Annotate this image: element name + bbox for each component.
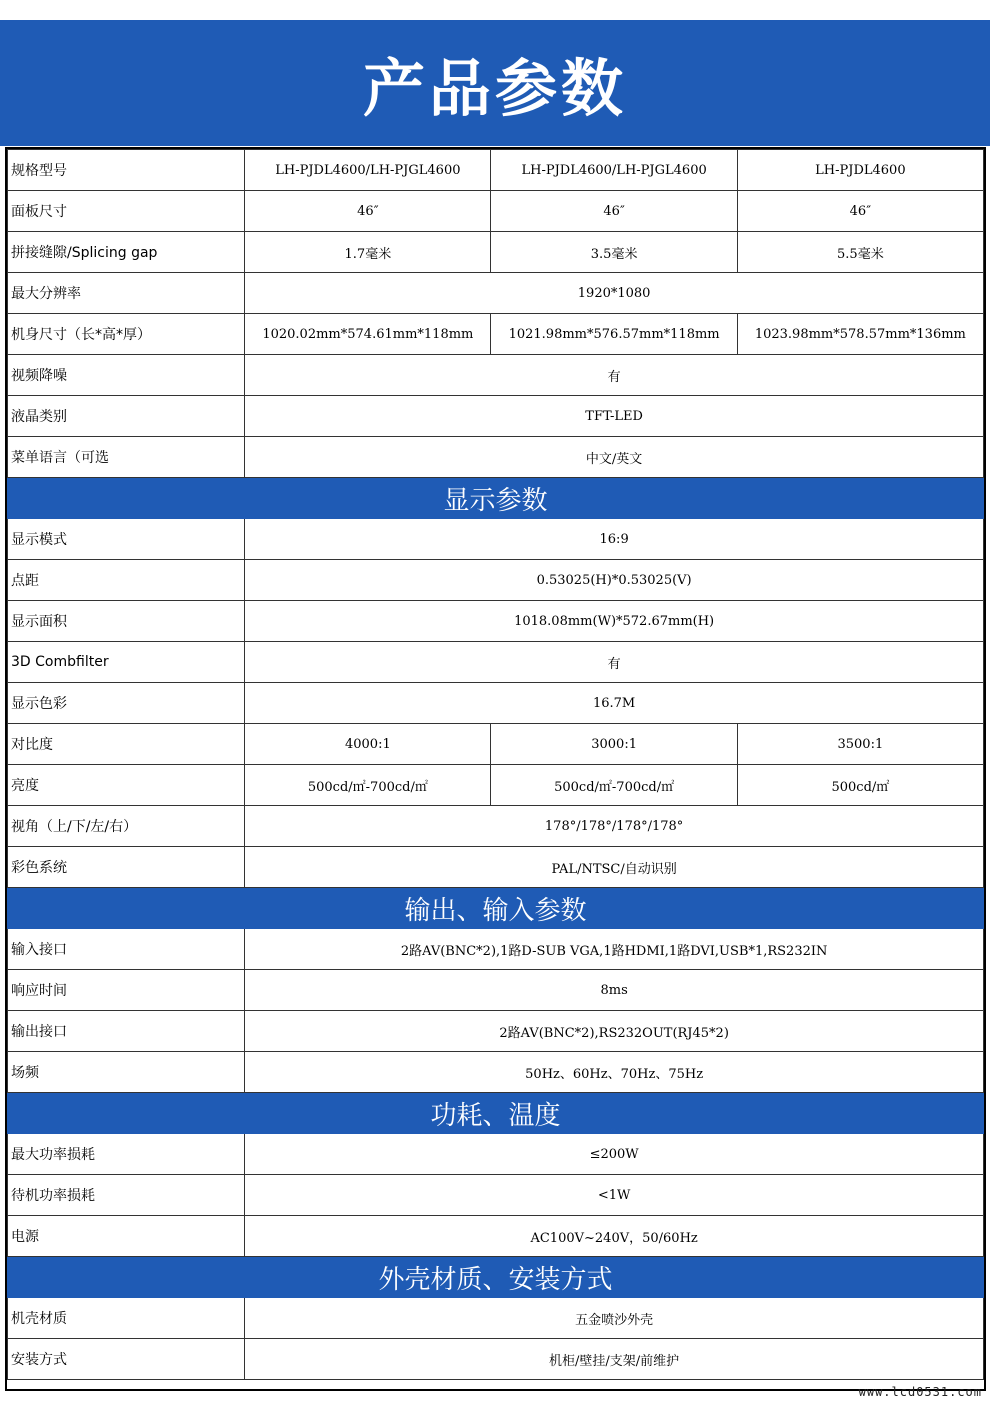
spec-label: 最大功率损耗	[8, 1134, 245, 1175]
section-title: 输出、输入参数	[8, 888, 984, 929]
spec-label: 显示模式	[8, 519, 245, 560]
spec-value: TFT-LED	[245, 396, 984, 437]
spec-value: 1023.98mm*578.57mm*136mm	[737, 314, 983, 355]
spec-value: 1020.02mm*574.61mm*118mm	[245, 314, 491, 355]
spec-value: LH-PJDL4600/LH-PJGL4600	[491, 150, 737, 191]
spec-label: 场频	[8, 1052, 245, 1093]
spec-row	[8, 601, 984, 642]
spec-label: 液晶类别	[8, 396, 245, 437]
spec-value: 46″	[245, 191, 491, 232]
spec-value: 16.7M	[245, 683, 984, 724]
spec-row	[8, 191, 984, 232]
header-banner	[0, 20, 990, 146]
section-header-power	[8, 1093, 984, 1134]
spec-label: 规格型号	[8, 150, 245, 191]
spec-value: 1021.98mm*576.57mm*118mm	[491, 314, 737, 355]
spec-row	[8, 232, 984, 273]
spec-label: 亮度	[8, 765, 245, 806]
spec-value: 3.5毫米	[491, 232, 737, 273]
spec-row	[8, 1175, 984, 1216]
spec-row	[8, 396, 984, 437]
spec-value: 机柜/壁挂/支架/前维护	[245, 1339, 984, 1380]
section-title: 显示参数	[8, 478, 984, 519]
spec-label: 视角（上/下/左/右）	[8, 806, 245, 847]
spec-value: PAL/NTSC/自动识别	[245, 847, 984, 888]
spec-row	[8, 724, 984, 765]
spec-value: 五金喷沙外壳	[245, 1298, 984, 1339]
page-title: 产品参数	[362, 51, 627, 125]
spec-value: 1018.08mm(W)*572.67mm(H)	[245, 601, 984, 642]
spec-label: 拼接缝隙/Splicing gap	[8, 232, 245, 273]
spec-label: 视频降噪	[8, 355, 245, 396]
spec-row	[8, 273, 984, 314]
spec-value: 8ms	[245, 970, 984, 1011]
spec-value: ≤200W	[245, 1134, 984, 1175]
spec-label: 点距	[8, 560, 245, 601]
section-title: 功耗、温度	[8, 1093, 984, 1134]
spec-value: 16:9	[245, 519, 984, 560]
spec-row	[8, 1011, 984, 1052]
spec-value: 有	[245, 642, 984, 683]
spec-label: 机壳材质	[8, 1298, 245, 1339]
spec-label: 输出接口	[8, 1011, 245, 1052]
spec-label: 3D Combfilter	[8, 642, 245, 683]
spec-label: 电源	[8, 1216, 245, 1257]
spec-label: 响应时间	[8, 970, 245, 1011]
spec-row	[8, 765, 984, 806]
spec-value: 4000:1	[245, 724, 491, 765]
spec-label: 菜单语言（可选	[8, 437, 245, 478]
spec-value: 有	[245, 355, 984, 396]
spec-label: 机身尺寸（长*高*厚）	[8, 314, 245, 355]
spec-row	[8, 1134, 984, 1175]
spec-value: 500cd/㎡	[737, 765, 983, 806]
spec-value: 46″	[737, 191, 983, 232]
spec-row	[8, 1339, 984, 1380]
spec-value: LH-PJDL4600/LH-PJGL4600	[245, 150, 491, 191]
spec-label: 对比度	[8, 724, 245, 765]
spec-table	[5, 147, 986, 1391]
spec-row	[8, 437, 984, 478]
spec-value: 2路AV(BNC*2),1路D-SUB VGA,1路HDMI,1路DVI,USB*1,RS232IN	[245, 929, 984, 970]
spec-row	[8, 1298, 984, 1339]
spec-row	[8, 1052, 984, 1093]
spec-label: 安装方式	[8, 1339, 245, 1380]
spec-value: 2路AV(BNC*2),RS232OUT(RJ45*2)	[245, 1011, 984, 1052]
section-title: 外壳材质、安装方式	[8, 1257, 984, 1298]
spec-row	[8, 806, 984, 847]
watermark: www.lcd0531.com	[858, 1385, 982, 1399]
spec-row	[8, 314, 984, 355]
spec-label: 彩色系统	[8, 847, 245, 888]
spec-value: 500cd/㎡-700cd/㎡	[245, 765, 491, 806]
spec-label: 最大分辨率	[8, 273, 245, 314]
spec-value: 46″	[491, 191, 737, 232]
spec-value: 50Hz、60Hz、70Hz、75Hz	[245, 1052, 984, 1093]
spec-row	[8, 1216, 984, 1257]
spec-value: 500cd/㎡-700cd/㎡	[491, 765, 737, 806]
spec-label: 输入接口	[8, 929, 245, 970]
spec-value: LH-PJDL4600	[737, 150, 983, 191]
section-header-shell	[8, 1257, 984, 1298]
spec-value: 178°/178°/178°/178°	[245, 806, 984, 847]
spec-label: 面板尺寸	[8, 191, 245, 232]
spec-value: 中文/英文	[245, 437, 984, 478]
spec-value: AC100V~240V，50/60Hz	[245, 1216, 984, 1257]
section-header-io	[8, 888, 984, 929]
spec-value: 5.5毫米	[737, 232, 983, 273]
spec-row	[8, 970, 984, 1011]
spec-label: 显示面积	[8, 601, 245, 642]
spec-value: 3000:1	[491, 724, 737, 765]
spec-label: 待机功率损耗	[8, 1175, 245, 1216]
spec-value: 3500:1	[737, 724, 983, 765]
spec-value: 1.7毫米	[245, 232, 491, 273]
spec-row	[8, 642, 984, 683]
spec-value: <1W	[245, 1175, 984, 1216]
spec-row	[8, 560, 984, 601]
spec-value: 1920*1080	[245, 273, 984, 314]
spec-row	[8, 519, 984, 560]
spec-row	[8, 929, 984, 970]
spec-value: 0.53025(H)*0.53025(V)	[245, 560, 984, 601]
spec-label: 显示色彩	[8, 683, 245, 724]
spec-row	[8, 150, 984, 191]
spec-row	[8, 847, 984, 888]
section-header-display	[8, 478, 984, 519]
spec-row	[8, 355, 984, 396]
spec-row	[8, 683, 984, 724]
